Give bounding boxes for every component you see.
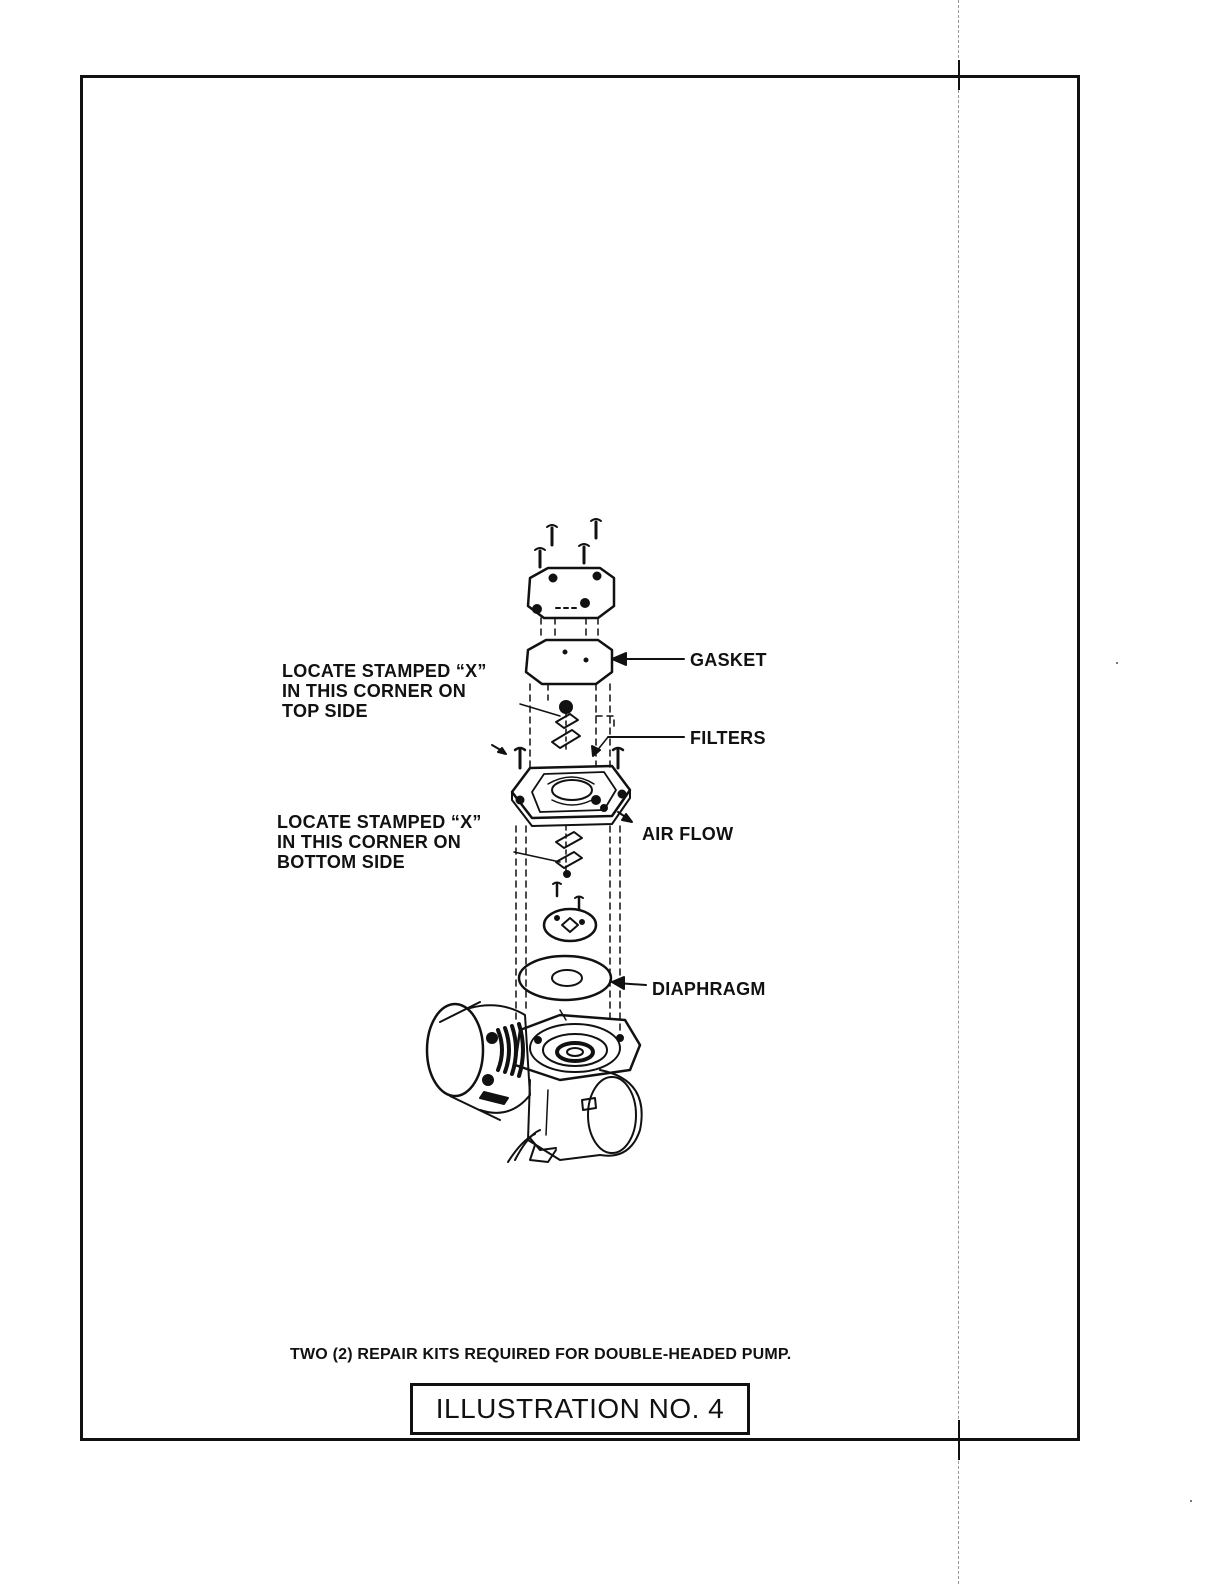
side-screw-right: [613, 748, 623, 768]
alignment-lines-upper: [541, 618, 598, 640]
screw: [579, 544, 589, 563]
note-line: BOTTOM SIDE: [277, 852, 405, 872]
note-line: LOCATE STAMPED “X”: [282, 661, 487, 681]
note-line: IN THIS CORNER ON: [277, 832, 462, 852]
side-screw-left: [492, 745, 525, 768]
screw: [535, 548, 545, 567]
note-line: IN THIS CORNER ON: [282, 681, 467, 701]
air-flow-arrow: [618, 812, 632, 822]
diaphragm-label: DIAPHRAGM: [652, 979, 766, 999]
bottom-side-stamp-note: [277, 812, 482, 872]
gasket: [526, 640, 612, 684]
repair-kit-note: TWO (2) REPAIR KITS REQUIRED FOR DOUBLE-HEADED PUMP.: [290, 1346, 792, 1363]
bottom-note-leader: [514, 852, 560, 862]
pump-motor: [427, 1002, 540, 1162]
screw: [591, 519, 601, 538]
diaphragm-leader: [612, 977, 646, 989]
illustration-caption-box: [410, 1383, 750, 1435]
air-flow-label: AIR FLOW: [642, 824, 734, 844]
gasket-leader: [612, 653, 684, 665]
top-note-leader: [520, 704, 560, 716]
note-line: LOCATE STAMPED “X”: [277, 812, 482, 832]
upper-valve-parts: [552, 701, 580, 752]
diaphragm: [519, 956, 611, 1000]
head-plate: [528, 568, 614, 618]
screw: [547, 525, 557, 545]
pump-head-housing: [515, 1010, 642, 1162]
head-screws: [535, 519, 601, 567]
top-side-stamp-note: [282, 661, 487, 721]
filters-label: FILTERS: [690, 728, 766, 748]
valve-body: [512, 766, 630, 826]
illustration-caption: ILLUSTRATION NO. 4: [435, 1393, 725, 1424]
alignment-lines-middle: [530, 684, 614, 770]
diaphragm-plate-screws: [553, 883, 583, 911]
diaphragm-plate: [544, 909, 596, 941]
note-line: TOP SIDE: [282, 701, 368, 721]
lower-valve-parts: [556, 826, 582, 877]
gasket-label: GASKET: [690, 650, 767, 670]
filters-leader: [592, 737, 684, 756]
